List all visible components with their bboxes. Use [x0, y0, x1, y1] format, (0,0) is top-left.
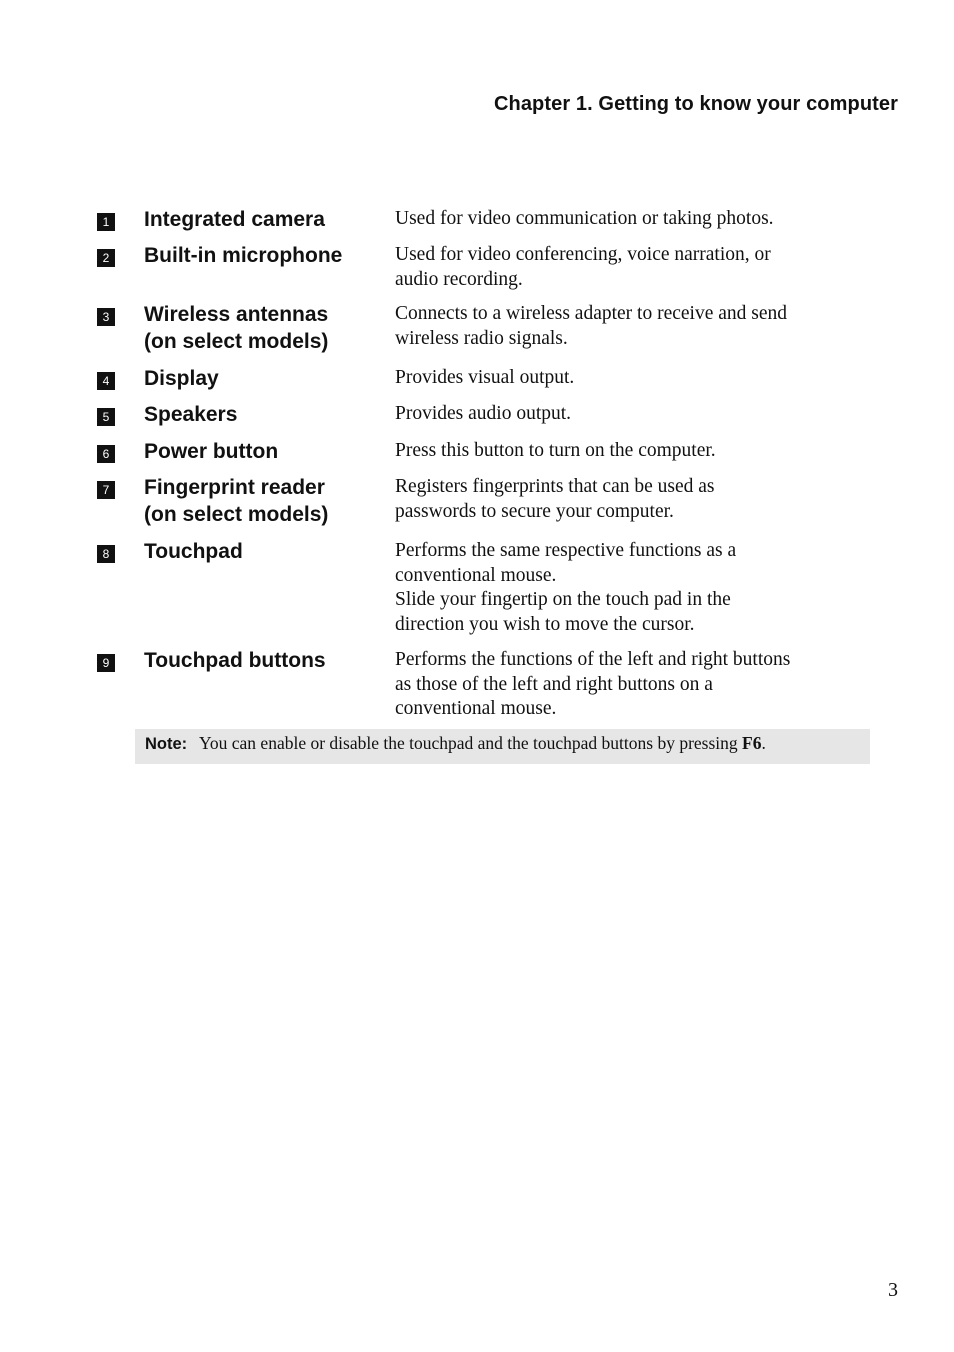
- description-line: Provides audio output.: [395, 403, 572, 424]
- note-key: F6: [742, 733, 762, 753]
- component-description: [395, 475, 875, 524]
- callout-number-badge: 5: [97, 408, 115, 426]
- component-description: [395, 402, 875, 427]
- description-line: Performs the same respective functions as a: [395, 540, 737, 561]
- callout-number-badge: 3: [97, 308, 115, 326]
- description-line: direction you wish to move the cursor.: [395, 613, 695, 635]
- component-term: Speakers: [144, 403, 238, 426]
- description-line: passwords to secure your computer.: [395, 500, 674, 522]
- note-box: [135, 729, 870, 764]
- component-description: [395, 207, 875, 232]
- component-description: [395, 243, 875, 292]
- component-term: Display: [144, 367, 219, 390]
- component-term: Integrated camera: [144, 208, 325, 231]
- description-line: Connects to a wireless adapter to receive and send: [395, 303, 788, 324]
- callout-number-badge: 2: [97, 249, 115, 267]
- description-line: Provides visual output.: [395, 367, 575, 388]
- note-label: Note:: [145, 735, 188, 753]
- callout-number-badge: 6: [97, 445, 115, 463]
- note-body: You can enable or disable the touchpad and the touchpad buttons by pressing: [199, 733, 743, 753]
- page-number: 3: [888, 1279, 898, 1301]
- component-description: [395, 366, 875, 391]
- description-line: conventional mouse.: [395, 564, 557, 586]
- callout-number-badge: 9: [97, 654, 115, 672]
- component-term: Built-in microphone: [144, 244, 343, 267]
- callout-number-badge: 1: [97, 213, 115, 231]
- component-term: Touchpad: [144, 540, 243, 563]
- description-line: Used for video communication or taking photos.: [395, 208, 774, 229]
- callout-number-badge: 4: [97, 372, 115, 390]
- component-description: [395, 302, 875, 351]
- description-line: Press this button to turn on the computer.: [395, 440, 716, 461]
- note-end: .: [761, 733, 766, 753]
- callout-number-badge: 7: [97, 481, 115, 499]
- description-line: Slide your fingertip on the touch pad in the: [395, 589, 731, 610]
- callout-number-badge: 8: [97, 545, 115, 563]
- chapter-title: Chapter 1. Getting to know your computer: [493, 93, 898, 115]
- description-line: wireless radio signals.: [395, 327, 568, 349]
- description-line: Registers fingerprints that can be used as: [395, 476, 715, 497]
- note-text: [199, 733, 766, 754]
- component-term: Fingerprint reader (on select models): [144, 476, 329, 526]
- component-term: Power button: [144, 440, 279, 463]
- component-description: [395, 539, 875, 637]
- description-line: Used for video conferencing, voice narration, or: [395, 244, 771, 265]
- description-line: audio recording.: [395, 268, 523, 290]
- description-line: as those of the left and right buttons on a: [395, 673, 713, 695]
- component-description: [395, 439, 875, 464]
- description-line: conventional mouse.: [395, 698, 557, 719]
- component-term: Wireless antennas (on select models): [144, 303, 329, 353]
- component-term: Touchpad buttons: [144, 649, 326, 672]
- description-line: Performs the functions of the left and right buttons: [395, 649, 791, 670]
- component-description: [395, 648, 875, 722]
